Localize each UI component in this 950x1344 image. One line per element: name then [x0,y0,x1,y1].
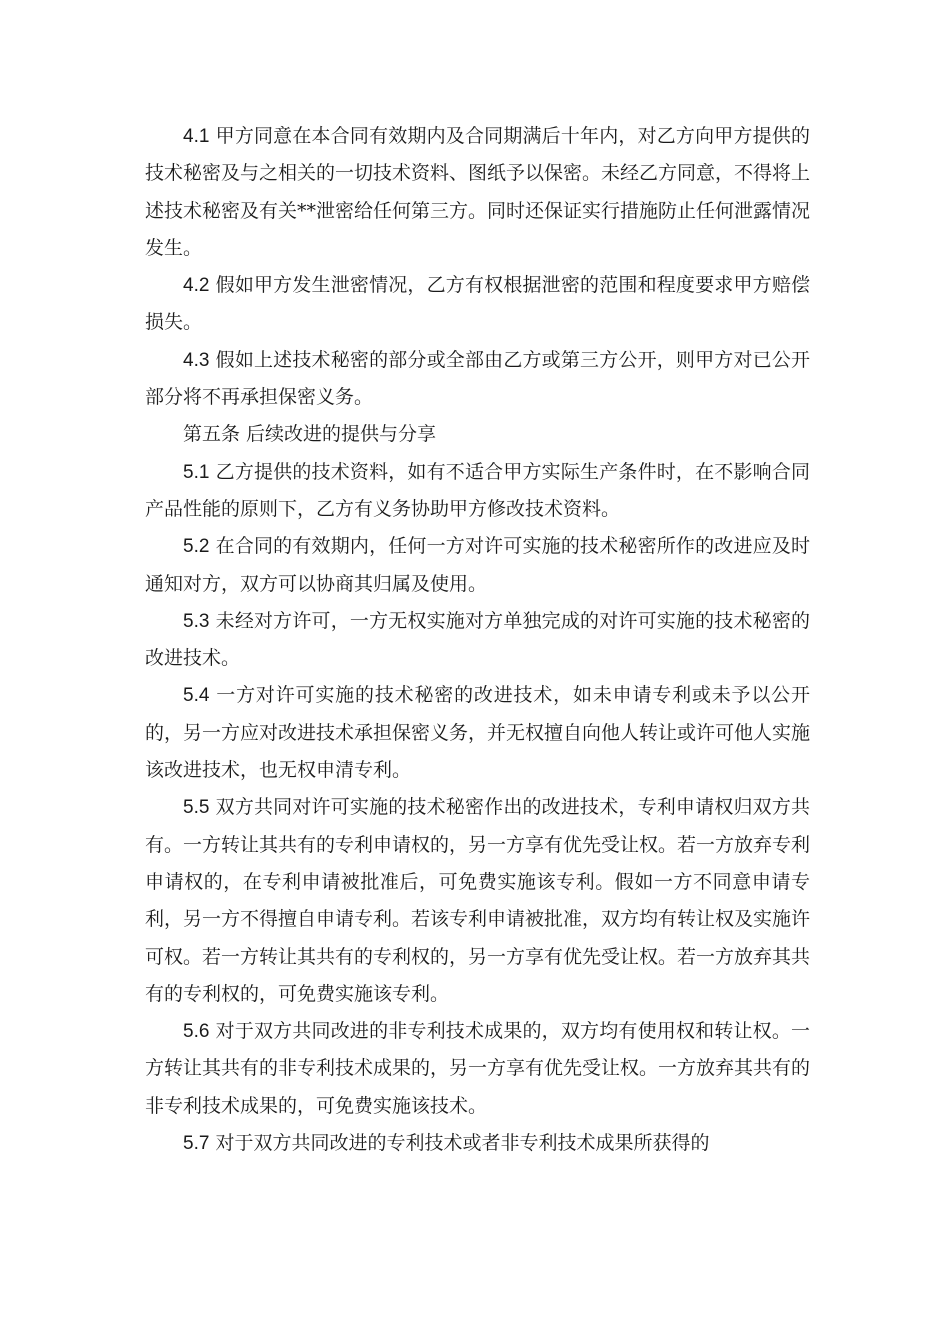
clause-4-3 [145,342,810,417]
clause-text: 假如甲方发生泄密情况，乙方有权根据泄密的范围和程度要求甲方赔偿损失。 [145,274,810,334]
clause-number: 5.2 [183,536,210,558]
clause-text: 对于双方共同改进的非专利技术成果的，双方均有使用权和转让权。一方转让其共有的非专利技术成果的，另一方享有优先受让权。一方放弃其共有的非专利技术成果的，可免费实施该技术。 [145,1020,811,1117]
clause-number: 4.1 [183,126,210,147]
clause-5-6 [145,1013,810,1125]
clause-text: 对于双方共同改进的专利技术或者非专利技术成果所获得的 [209,1132,710,1155]
clause-number: 4.3 [183,349,210,371]
clause-number: 5.6 [183,1021,210,1043]
clause-text: 未经对方许可，一方无权实施对方单独完成的对许可实施的技术秘密的改进技术。 [145,609,810,670]
clause-number: 4.2 [183,275,210,297]
clause-text: 在合同的有效期内，任何一方对许可实施的技术秘密所作的改进应及时通知对方，双方可以协商其归属及使用。 [145,535,810,595]
clause-number: 5.3 [183,610,210,632]
section-heading-text: 第五条 后续改进的提供与分享 [183,423,437,446]
clause-5-3 [145,603,810,678]
clause-number: 5.5 [183,797,210,819]
clause-text: 一方对许可实施的技术秘密的改进技术，如未申请专利或未予以公开的，另一方应对改进技术承担保密义务，并无权擅自向他人转让或许可他人实施该改进技术，也无权申清专利。 [145,684,811,782]
clause-number: 5.1 [183,461,210,483]
clause-4-1 [145,118,810,267]
clause-text: 双方共同对许可实施的技术秘密作出的改进技术，专利申请权归双方共有。一方转让其共有的专利申请权的，另一方享有优先受让权。若一方放弃专利申请权的，在专利申请被批准后，可免费实施该专利。假如一方不同意申请专利，另一方不得擅自申请专利。若该专利申请被批准，双方均有转让权及实施许可权。若一方转让其共有的专利权的，另一方享有优先受让权。若一方放弃其共有的专利权的，可免费实施该专利。 [145,796,811,1005]
clause-5-1 [145,454,810,529]
section-heading-article-5 [145,416,810,453]
clause-number: 5.7 [183,1133,210,1155]
clause-5-5 [145,789,810,1013]
clause-text: 乙方提供的技术资料，如有不适合甲方实际生产条件时，在不影响合同产品性能的原则下，乙方有义务协助甲方修改技术资料。 [145,460,810,520]
clause-5-2 [145,528,810,603]
document-body [145,118,810,1162]
clause-5-7 [145,1125,810,1162]
clause-number: 5.4 [183,685,210,707]
clause-text: 假如上述技术秘密的部分或全部由乙方或第三方公开，则甲方对已公开部分将不再承担保密义务。 [145,348,810,409]
clause-5-4 [145,677,810,789]
clause-text: 甲方同意在本合同有效期内及合同期满后十年内，对乙方向甲方提供的技术秘密及与之相关的一切技术资料、图纸予以保密。未经乙方同意，不得将上述技术秘密及有关**泄密给任何第三方。同时还保证实行措施防止任何泄露情况发生。 [145,125,811,259]
clause-4-2 [145,267,810,342]
